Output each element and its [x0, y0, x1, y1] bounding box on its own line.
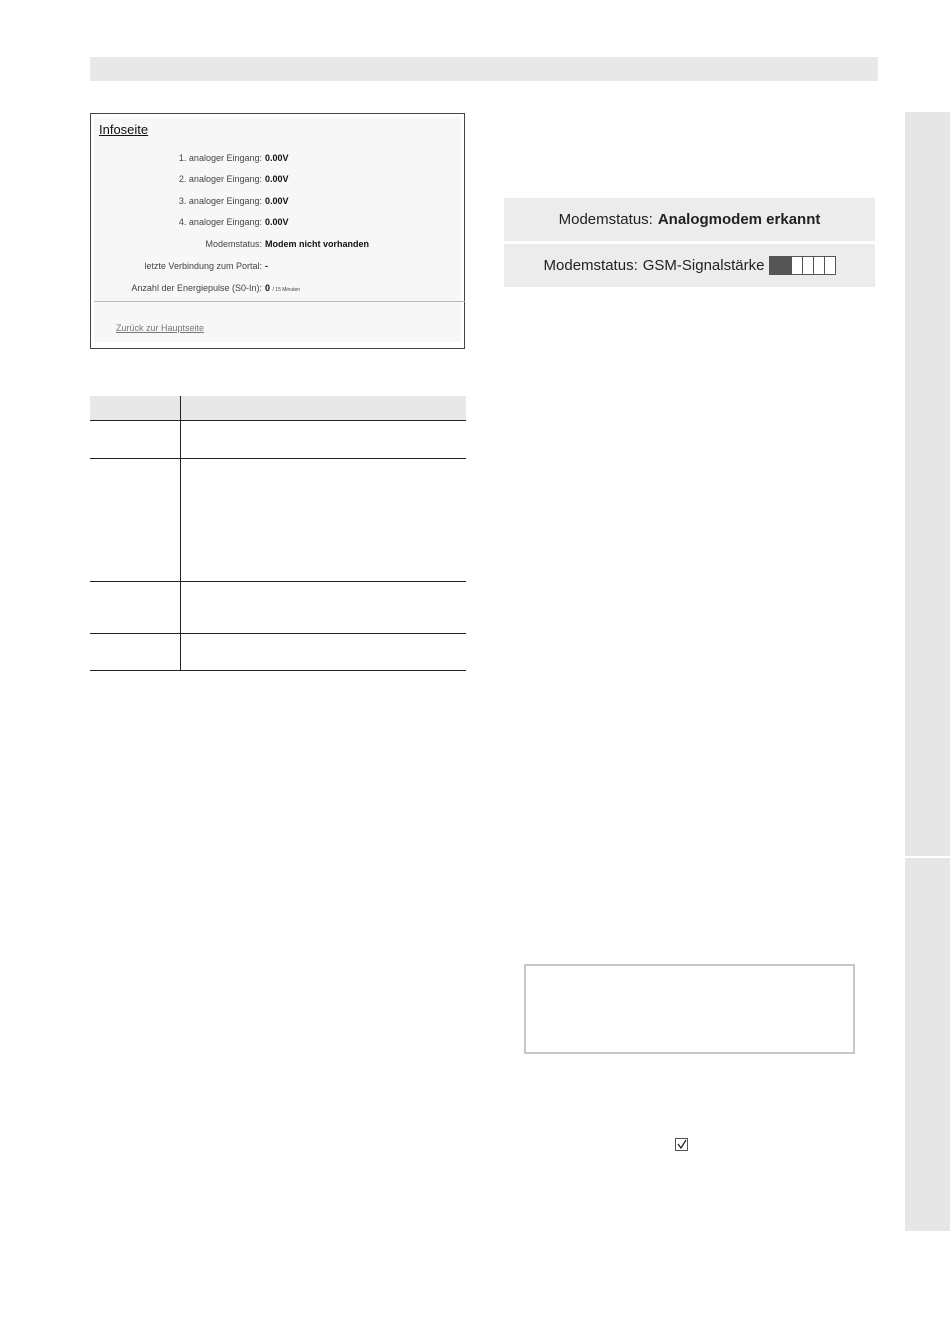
empty-frame: [524, 964, 855, 1054]
info-row-value: 0.00V: [265, 217, 289, 227]
info-row-label: letzte Verbindung zum Portal:: [144, 261, 262, 271]
back-to-main-link[interactable]: Zurück zur Hauptseite: [116, 323, 205, 333]
info-page-title: Infoseite: [99, 122, 149, 137]
info-row-label: 2. analoger Eingang:: [178, 174, 262, 184]
gsm-signal-label: GSM-Signalstärke: [642, 257, 765, 274]
side-tab-upper: [905, 112, 950, 856]
info-row-modem-status: [94, 239, 460, 253]
table-row-divider: [90, 458, 466, 459]
side-tab-lower: [905, 858, 950, 1231]
modem-status-gsm-bar: [504, 244, 875, 287]
info-divider: [94, 301, 465, 302]
info-row-last-connection: [94, 261, 460, 275]
info-row-value: [265, 283, 300, 293]
table-row-divider: [90, 633, 466, 634]
info-row-value: 0.00V: [265, 174, 289, 184]
modem-status-value: Analogmodem erkannt: [657, 211, 821, 228]
modem-status-label: Modemstatus:: [543, 257, 638, 274]
modem-status-analog-bar: [504, 198, 875, 241]
checkmark-icon: [677, 1139, 687, 1150]
table-column-divider: [180, 396, 181, 670]
info-row-value: -: [265, 261, 268, 271]
gsm-signal-meter: [769, 256, 835, 275]
energy-pulse-unit: / 15 Minuten: [272, 287, 301, 293]
info-row-analog-1: [94, 153, 460, 167]
info-row-label: 1. analoger Eingang:: [178, 153, 262, 163]
table-row-divider: [90, 581, 466, 582]
modem-status-label: Modemstatus:: [558, 211, 653, 228]
info-row-label: 3. analoger Eingang:: [178, 196, 262, 206]
signal-bar: [824, 256, 836, 275]
info-row-value: Modem nicht vorhanden: [265, 239, 370, 249]
info-row-analog-2: [94, 174, 460, 188]
info-row-label: Anzahl der Energiepulse (S0-In):: [131, 283, 262, 293]
info-row-value: 0.00V: [265, 153, 289, 163]
info-row-analog-3: [94, 196, 460, 210]
table-bottom-border: [90, 670, 466, 671]
info-row-label: Modemstatus:: [205, 239, 262, 249]
info-row-value: 0.00V: [265, 196, 289, 206]
table-header-row: [90, 396, 466, 421]
info-page-content: [94, 117, 461, 342]
info-row-label: 4. analoger Eingang:: [178, 217, 262, 227]
header-bar: [90, 57, 878, 81]
info-row-energy-pulses: [94, 283, 460, 297]
checkbox[interactable]: [675, 1138, 688, 1151]
energy-pulse-count: 0: [265, 283, 271, 293]
info-page-panel: [90, 113, 465, 349]
info-row-analog-4: [94, 217, 460, 231]
